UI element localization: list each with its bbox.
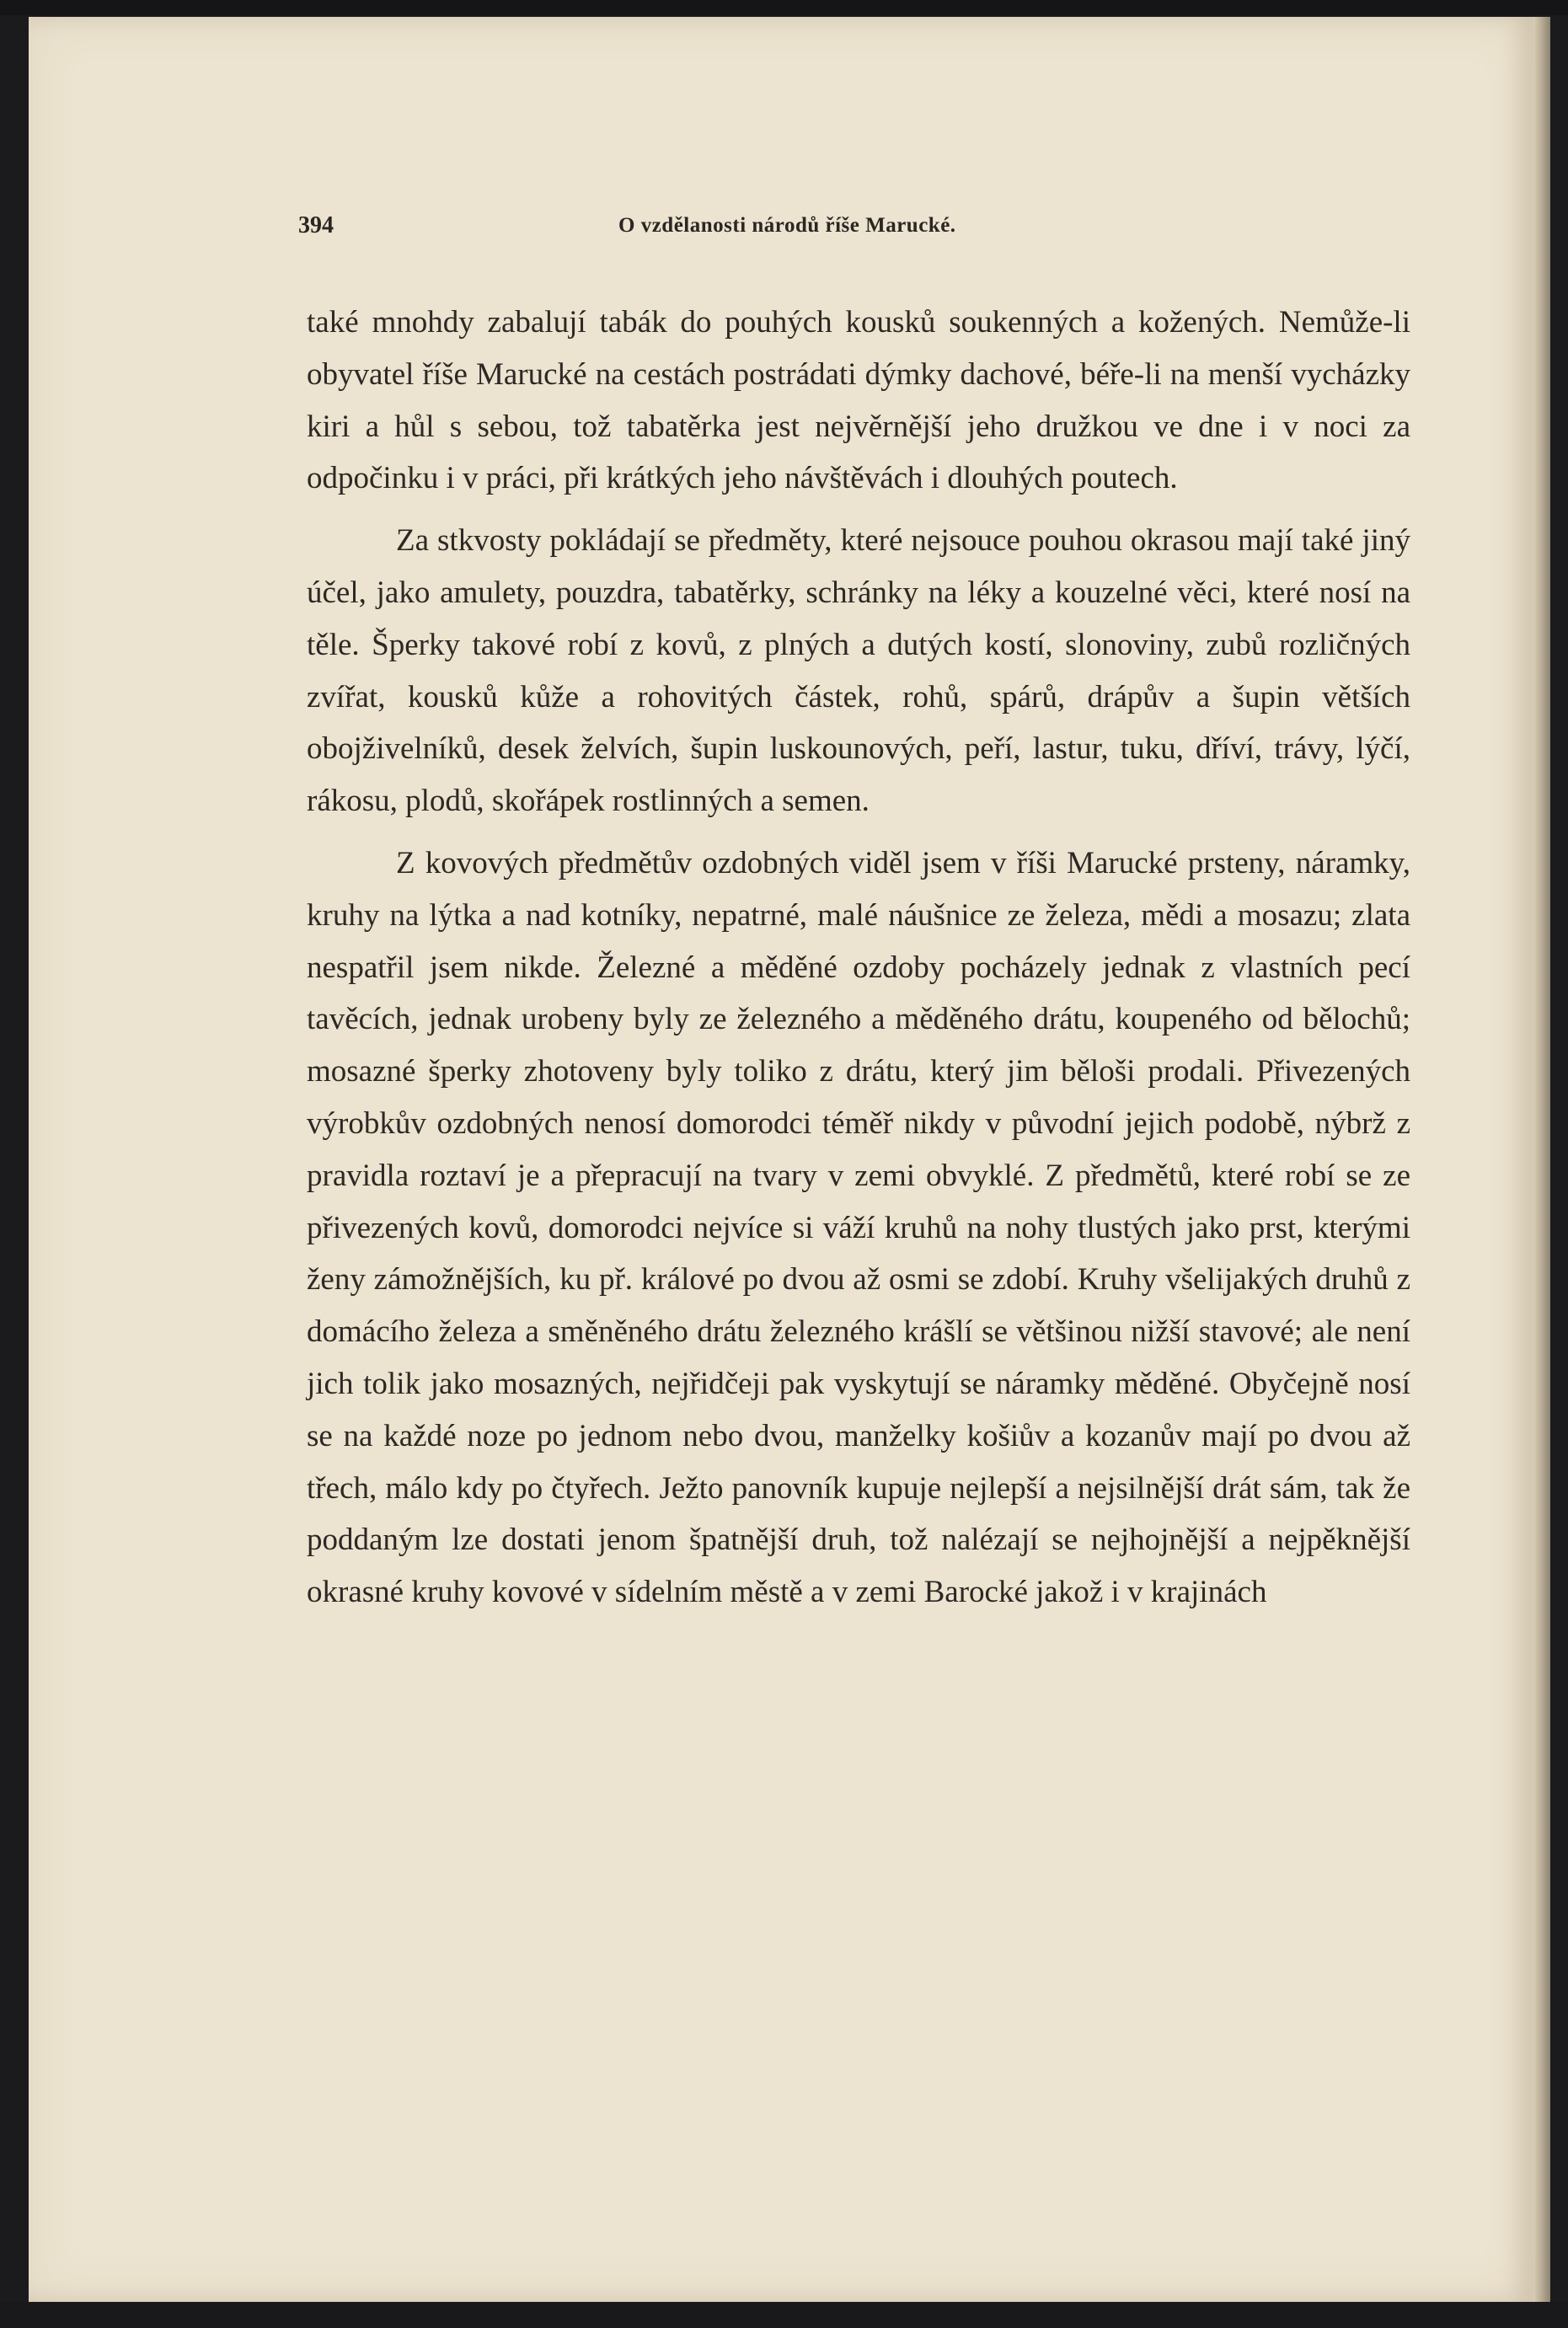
page-edge (1533, 17, 1550, 2302)
body-text (307, 297, 1410, 1619)
page-number: 394 (298, 212, 334, 238)
paragraph-stkvosty: Za stkvosty pokládají se předměty, které nejsouce pouhou okrasou mají také jiný účel, jako amulety, pouzdra, tabatěrky, schránky na léky a kouzelné věci, které nosí na těle. Šperky takové robí z kovů, z plných a dutých kostí, slonoviny, zubů rozličných zvířat, kousků kůže a rohovitých částek, rohů, spárů, drápův a šupin větších obojživelníků, desek želvích, šupin luskounových, peří, lastur, tuku, dříví, trávy, lýčí, rákosu, plodů, skořápek rostlinných a semen. (307, 523, 1410, 819)
scan-top-border (0, 0, 1568, 15)
scan-bottom-border (0, 2302, 1568, 2328)
paragraph-continued: také mnohdy zabalují tabák do pouhých kousků soukenných a kožených. Nemůže-li obyvatel říše Marucké na cestách postrádati dýmky dachové, béře-li na menší vycházky kiri a hůl s sebou, tož tabatěrka jest nejvěrnější jeho družkou ve dne i v noci za odpočinku i v práci, při krátkých jeho návštěvách i dlouhých poutech. (307, 305, 1410, 496)
page-header (298, 212, 1099, 246)
running-head: O vzdělanosti národů říše Marucké. (618, 214, 956, 237)
paragraph-kovove-predmety: Z kovových předmětův ozdobných viděl jsem v říši Marucké prsteny, náramky, kruhy na lýtka a nad kotníky, nepatrné, malé náušnice ze železa, mědi a mosazu; zlata nespatřil jsem nikde. Železné a měděné ozdoby pocházely jednak z vlastních pecí tavěcích, jednak urobeny byly ze železného a měděného drátu, koupeného od bělochů; mosazné šperky zhotoveny byly toliko z drátu, který jim běloši prodali. Přivezených výrobkův ozdobných nenosí domorodci téměř nikdy v původní jejich podobě, nýbrž z pravidla roztaví je a přepracují na tvary v zemi obvyklé. Z předmětů, které robí se ze přivezených kovů, domorodci nejvíce si váží kruhů na nohy tlustých jako prst, kterými ženy zámožnějších, ku př. králové po dvou až osmi se zdobí. Kruhy všelijakých druhů z domácího železa a směněného drátu železného krášlí se většinou nižší stavové; ale není jich tolik jako mosazných, nejřidčeji pak vyskytují se náramky měděné. Obyčejně nosí se na každé noze po jednom nebo dvou, manželky košiův a kozanův mají po dvou až třech, málo kdy po čtyřech. Ježto panovník kupuje nejlepší a nejsilnější drát sám, tak že poddaným lze dostati jenom špatnější druh, tož nalézají se nejhojnější a nejpěknější okrasné kruhy kovové v sídelním městě a v zemi Barocké jakož i v krajinách (307, 845, 1410, 1610)
